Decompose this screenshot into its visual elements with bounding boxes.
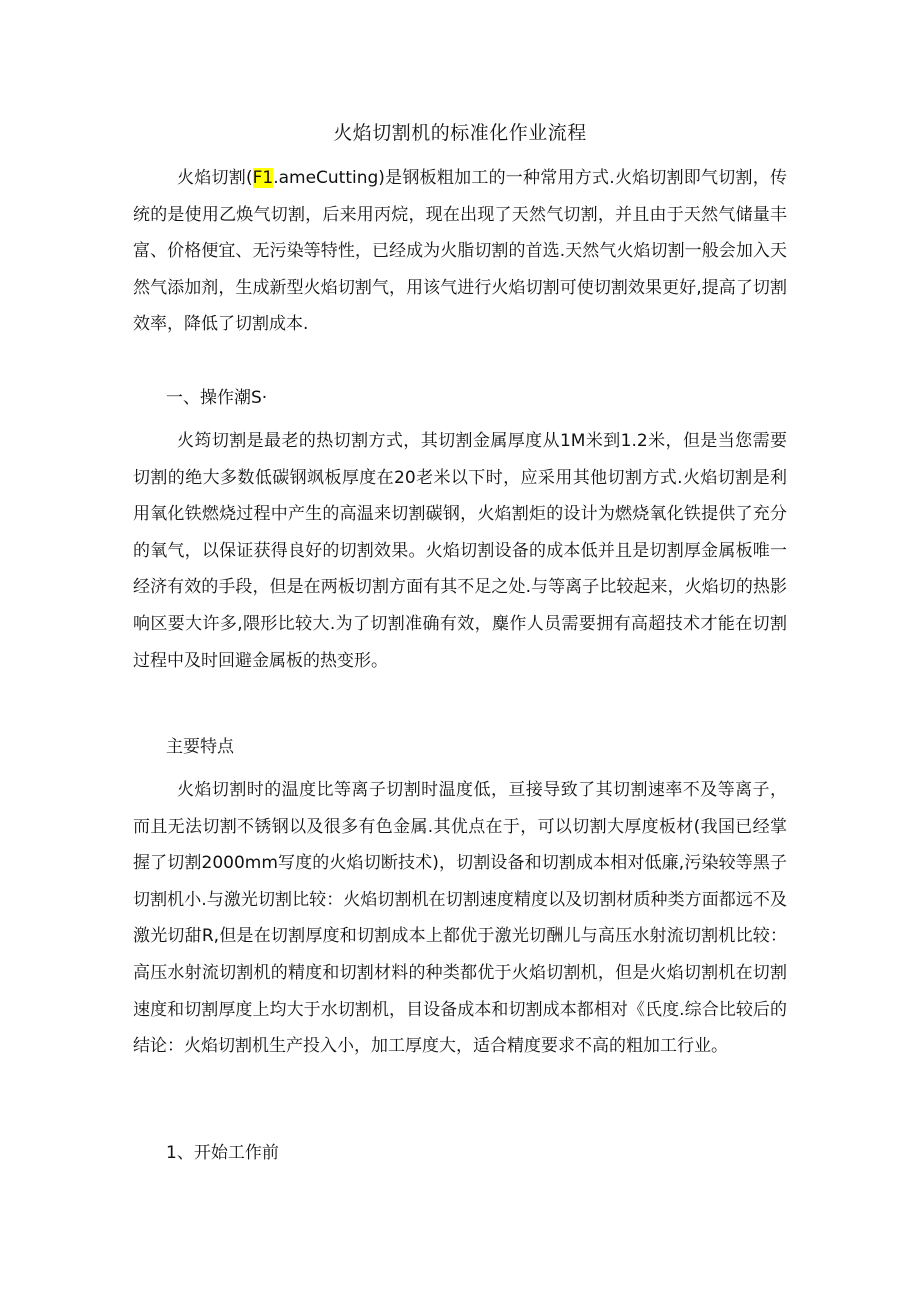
operation-paragraph: 火筠切割是最老的热切割方式，其切割金属厚度从1M米到1.2米，但是当您需要切割的绝大多数低碳钢飒板厚度在20老米以下时，应采用其他切割方式.火焰切割是利用氧化铁燃烧过程中产生的高温来切割碳钢，火焰割炬的设计为燃烧氧化铁提供了充分的氧气，以保证获得良好的切割效果。火焰切割设备的成本低并且是切割厚金属板唯一经济有效的手段，但是在两板切割方面有其不足之处.与等离子比较起来，火焰切的热影响区要大许多,隈形比较大.为了切割准确有效，麋作人员需要拥有高超技术才能在切割过程中及时回避金属板的热变形。 xyxy=(133,431,787,671)
document-title: 火焰切割机的标准化作业流程 xyxy=(333,122,587,144)
intro-text-rest: .ameCutting)是钢板粗加工的一种常用方式.火焰切割即气切割，传统的是使用乙焕气切割，后来用丙烷，现在出现了天然气切割，并且由于天然气储量丰富、价格便宜、无污染等特性，已经成为火脂切割的首选.天然气火焰切割一般会加入天然气添加剂，生成新型火焰切割气，用该气进行火焰切割可使切割效果更好,提高了切割效率，降低了切割成本. xyxy=(133,168,787,335)
intro-text-start: 火焰切割( xyxy=(177,168,253,188)
section-heading-operation: 一、操作潮S· xyxy=(166,388,268,408)
highlighted-text: F1 xyxy=(252,168,274,188)
intro-paragraph xyxy=(133,160,787,343)
section-heading-features: 主要特点 xyxy=(166,737,234,757)
section-heading-before-work: 1、开始工作前 xyxy=(166,1143,279,1163)
features-paragraph: 火焰切割时的温度比等离子切割时温度低，亘接导致了其切割速率不及等离子，而且无法切割不锈钢以及很多有色金属.其优点在于，可以切割大厚度板材(我国已经掌握了切割2000mm写度的火焰切断技术)，切割设备和切割成本相对低廉,污染较等黑子切割机小.与激光切割比较：火焰切割机在切割速度精度以及切割材质种类方面都远不及激光切甜R,但是在切割厚度和切割成本上都优于激光切酬儿与高压水射流切割机比较：高压水射流切割机的精度和切割材料的种类都优于火焰切割机，但是火焰切割机在切割速度和切割厚度上均大于水切割机，目设备成本和切割成本都相对《氏度.综合比较后的结论：火焰切割机生产投入小，加工厚度大，适合精度要求不高的粗加工行业。 xyxy=(133,780,787,1057)
